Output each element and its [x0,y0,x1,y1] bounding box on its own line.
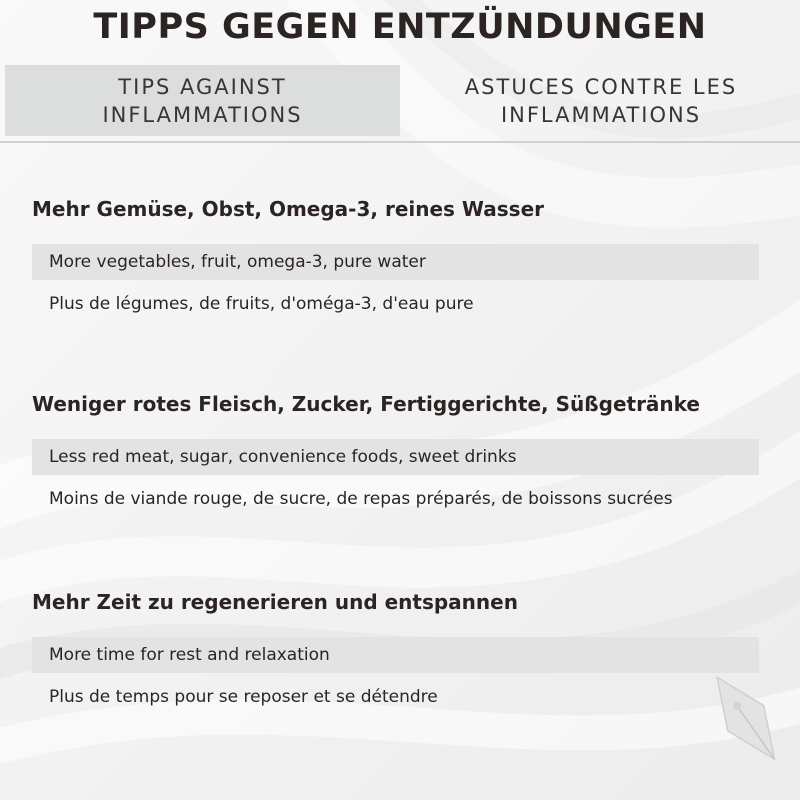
english-header: TIPS AGAINST INFLAMMATIONS [5,65,400,136]
tip-german: Mehr Gemüse, Obst, Omega-3, reines Wasser [32,197,544,221]
tip-english: Less red meat, sugar, convenience foods, sweet drinks [32,439,759,475]
tip-german: Mehr Zeit zu regenerieren und entspannen [32,590,518,614]
page-title: TIPPS GEGEN ENTZÜNDUNGEN [93,7,707,47]
tip-french: Plus de légumes, de fruits, d'oméga-3, d'eau pure [49,294,474,314]
header-divider [0,141,800,143]
tip-english: More time for rest and relaxation [32,637,759,673]
tip-german: Weniger rotes Fleisch, Zucker, Fertiggerichte, Süßgetränke [32,392,700,416]
tip-french: Plus de temps pour se reposer et se détendre [49,687,438,707]
tip-english: More vegetables, fruit, omega-3, pure water [32,244,759,280]
tip-french: Moins de viande rouge, de sucre, de repas préparés, de boissons sucrées [49,489,673,509]
french-header: ASTUCES CONTRE LES INFLAMMATIONS [464,74,738,127]
